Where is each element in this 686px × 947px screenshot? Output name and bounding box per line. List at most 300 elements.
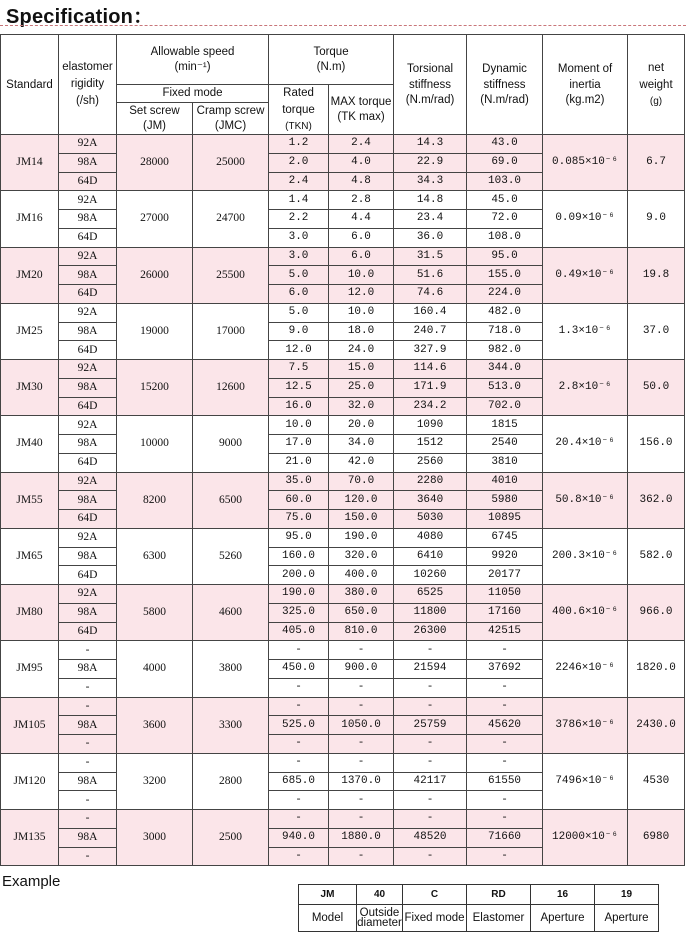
max-torque-cell: - — [329, 753, 394, 772]
torsional-stiffness-cell: 23.4 — [394, 210, 467, 229]
torsional-stiffness-cell: - — [394, 810, 467, 829]
max-torque-cell: 1050.0 — [329, 716, 394, 735]
moment-of-inertia-cell: 200.3×10⁻⁶ — [543, 528, 628, 584]
torsional-stiffness-cell: 6410 — [394, 547, 467, 566]
torsional-stiffness-cell: - — [394, 641, 467, 660]
max-torque-cell: 4.0 — [329, 153, 394, 172]
dynamic-stiffness-cell: - — [467, 641, 543, 660]
rigidity-cell: 98A — [59, 378, 117, 397]
rated-torque-cell: 95.0 — [269, 528, 329, 547]
model-name-cell: JM14 — [1, 135, 59, 191]
moment-of-inertia-cell: 1.3×10⁻⁶ — [543, 303, 628, 359]
rated-torque-cell: 1.4 — [269, 191, 329, 210]
rated-torque-cell: 3.0 — [269, 228, 329, 247]
header-standard: Standard — [1, 35, 59, 135]
dynamic-stiffness-cell: 95.0 — [467, 247, 543, 266]
rigidity-cell: 92A — [59, 472, 117, 491]
max-torque-cell: 10.0 — [329, 266, 394, 285]
torsional-stiffness-cell: 21594 — [394, 660, 467, 679]
model-group — [1, 585, 685, 641]
rigidity-cell: 64D — [59, 622, 117, 641]
rigidity-cell: 92A — [59, 303, 117, 322]
model-name-cell: JM105 — [1, 697, 59, 753]
dynamic-stiffness-cell: 42515 — [467, 622, 543, 641]
rigidity-cell: 98A — [59, 322, 117, 341]
rated-torque-cell: 190.0 — [269, 585, 329, 604]
header-torque: Torque (N.m) — [269, 35, 394, 85]
page-title: Specification： — [6, 6, 154, 28]
max-torque-cell: 15.0 — [329, 360, 394, 379]
dynamic-stiffness-cell: 982.0 — [467, 341, 543, 360]
cramp-screw-speed-cell: 12600 — [193, 360, 269, 416]
rated-torque-cell: 1.2 — [269, 135, 329, 154]
rigidity-cell: 92A — [59, 247, 117, 266]
model-name-cell: JM95 — [1, 641, 59, 697]
set-screw-speed-cell: 26000 — [117, 247, 193, 303]
cramp-screw-speed-cell: 3800 — [193, 641, 269, 697]
max-torque-cell: 4.4 — [329, 210, 394, 229]
rigidity-cell: 64D — [59, 341, 117, 360]
example-codes-row — [299, 885, 659, 905]
set-screw-speed-cell: 4000 — [117, 641, 193, 697]
table-row — [1, 472, 685, 491]
model-group — [1, 697, 685, 753]
rated-torque-cell: 6.0 — [269, 285, 329, 304]
net-weight-cell: 6.7 — [628, 135, 685, 191]
rigidity-cell: 98A — [59, 716, 117, 735]
cramp-screw-speed-cell: 2500 — [193, 810, 269, 866]
max-torque-cell: 25.0 — [329, 378, 394, 397]
model-name-cell: JM65 — [1, 528, 59, 584]
rigidity-cell: 98A — [59, 603, 117, 622]
max-torque-cell: 10.0 — [329, 303, 394, 322]
rigidity-cell: 98A — [59, 435, 117, 454]
example-meaning-diameter: Outside diameter — [357, 905, 403, 932]
dynamic-stiffness-cell: 20177 — [467, 566, 543, 585]
dynamic-stiffness-cell: 37692 — [467, 660, 543, 679]
rigidity-cell: - — [59, 697, 117, 716]
model-group — [1, 641, 685, 697]
rated-torque-cell: 525.0 — [269, 716, 329, 735]
rated-torque-cell: 10.0 — [269, 416, 329, 435]
net-weight-cell: 2430.0 — [628, 697, 685, 753]
dynamic-stiffness-cell: 1815 — [467, 416, 543, 435]
header-rated-torque: Rated torque (TKN) — [269, 85, 329, 135]
rated-torque-cell: - — [269, 735, 329, 754]
torsional-stiffness-cell: 36.0 — [394, 228, 467, 247]
dynamic-stiffness-cell: - — [467, 753, 543, 772]
rigidity-cell: 64D — [59, 228, 117, 247]
max-torque-cell: 650.0 — [329, 603, 394, 622]
max-torque-cell: - — [329, 697, 394, 716]
rigidity-cell: 92A — [59, 528, 117, 547]
model-name-cell: JM55 — [1, 472, 59, 528]
header-net-weight: net weight (g) — [628, 35, 685, 135]
dynamic-stiffness-cell: - — [467, 810, 543, 829]
rated-torque-cell: - — [269, 641, 329, 660]
moment-of-inertia-cell: 20.4×10⁻⁶ — [543, 416, 628, 472]
dynamic-stiffness-cell: 9920 — [467, 547, 543, 566]
max-torque-cell: 2.4 — [329, 135, 394, 154]
rated-torque-cell: 12.5 — [269, 378, 329, 397]
torsional-stiffness-cell: 14.8 — [394, 191, 467, 210]
rated-torque-cell: 5.0 — [269, 303, 329, 322]
cramp-screw-speed-cell: 25000 — [193, 135, 269, 191]
dynamic-stiffness-cell: 6745 — [467, 528, 543, 547]
model-name-cell: JM120 — [1, 753, 59, 809]
max-torque-cell: 12.0 — [329, 285, 394, 304]
model-name-cell: JM30 — [1, 360, 59, 416]
dynamic-stiffness-cell: 224.0 — [467, 285, 543, 304]
cramp-screw-speed-cell: 9000 — [193, 416, 269, 472]
rigidity-cell: - — [59, 810, 117, 829]
torsional-stiffness-cell: 160.4 — [394, 303, 467, 322]
torsional-stiffness-cell: 4080 — [394, 528, 467, 547]
model-group — [1, 247, 685, 303]
max-torque-cell: 1370.0 — [329, 772, 394, 791]
torsional-stiffness-cell: - — [394, 735, 467, 754]
rigidity-cell: 92A — [59, 135, 117, 154]
torsional-stiffness-cell: 51.6 — [394, 266, 467, 285]
model-group — [1, 416, 685, 472]
dynamic-stiffness-cell: 3810 — [467, 453, 543, 472]
header-rigidity: elastomer rigidity (/sh) — [59, 35, 117, 135]
torsional-stiffness-cell: 34.3 — [394, 172, 467, 191]
dynamic-stiffness-cell: 2540 — [467, 435, 543, 454]
example-meaning-fixed-mode: Fixed mode — [403, 905, 467, 932]
model-group — [1, 135, 685, 191]
max-torque-cell: 42.0 — [329, 453, 394, 472]
torsional-stiffness-cell: 26300 — [394, 622, 467, 641]
dynamic-stiffness-cell: 4010 — [467, 472, 543, 491]
max-torque-cell: 70.0 — [329, 472, 394, 491]
moment-of-inertia-cell: 0.49×10⁻⁶ — [543, 247, 628, 303]
rated-torque-cell: 405.0 — [269, 622, 329, 641]
rigidity-cell: - — [59, 847, 117, 866]
rigidity-cell: - — [59, 641, 117, 660]
torsional-stiffness-cell: 3640 — [394, 491, 467, 510]
net-weight-cell: 50.0 — [628, 360, 685, 416]
max-torque-cell: - — [329, 641, 394, 660]
set-screw-speed-cell: 10000 — [117, 416, 193, 472]
max-torque-cell: 320.0 — [329, 547, 394, 566]
dynamic-stiffness-cell: 155.0 — [467, 266, 543, 285]
torsional-stiffness-cell: - — [394, 791, 467, 810]
table-row — [1, 753, 685, 772]
example-label: Example — [2, 873, 61, 890]
set-screw-speed-cell: 27000 — [117, 191, 193, 247]
rated-torque-cell: 5.0 — [269, 266, 329, 285]
max-torque-cell: 24.0 — [329, 341, 394, 360]
rated-torque-cell: 3.0 — [269, 247, 329, 266]
set-screw-speed-cell: 15200 — [117, 360, 193, 416]
max-torque-cell: 20.0 — [329, 416, 394, 435]
net-weight-cell: 6980 — [628, 810, 685, 866]
max-torque-cell: 6.0 — [329, 247, 394, 266]
header-max-torque: MAX torque (TK max) — [329, 85, 394, 135]
net-weight-cell: 362.0 — [628, 472, 685, 528]
rigidity-cell: - — [59, 753, 117, 772]
cramp-screw-speed-cell: 25500 — [193, 247, 269, 303]
rated-torque-cell: 7.5 — [269, 360, 329, 379]
rigidity-cell: 64D — [59, 510, 117, 529]
dynamic-stiffness-cell: 69.0 — [467, 153, 543, 172]
table-row — [1, 303, 685, 322]
max-torque-cell: 810.0 — [329, 622, 394, 641]
table-row — [1, 585, 685, 604]
model-name-cell: JM20 — [1, 247, 59, 303]
cramp-screw-speed-cell: 24700 — [193, 191, 269, 247]
max-torque-cell: 400.0 — [329, 566, 394, 585]
rated-torque-cell: 21.0 — [269, 453, 329, 472]
dynamic-stiffness-cell: - — [467, 697, 543, 716]
moment-of-inertia-cell: 2.8×10⁻⁶ — [543, 360, 628, 416]
rated-torque-cell: 75.0 — [269, 510, 329, 529]
table-row — [1, 247, 685, 266]
cramp-screw-speed-cell: 17000 — [193, 303, 269, 359]
moment-of-inertia-cell: 0.09×10⁻⁶ — [543, 191, 628, 247]
set-screw-speed-cell: 3600 — [117, 697, 193, 753]
table-row — [1, 360, 685, 379]
torsional-stiffness-cell: 240.7 — [394, 322, 467, 341]
rigidity-cell: 98A — [59, 828, 117, 847]
net-weight-cell: 582.0 — [628, 528, 685, 584]
max-torque-cell: - — [329, 735, 394, 754]
net-weight-cell: 37.0 — [628, 303, 685, 359]
rated-torque-cell: - — [269, 753, 329, 772]
rigidity-cell: 92A — [59, 585, 117, 604]
model-name-cell: JM40 — [1, 416, 59, 472]
dynamic-stiffness-cell: - — [467, 791, 543, 810]
max-torque-cell: - — [329, 810, 394, 829]
net-weight-cell: 19.8 — [628, 247, 685, 303]
max-torque-cell: 150.0 — [329, 510, 394, 529]
max-torque-cell: 18.0 — [329, 322, 394, 341]
torsional-stiffness-cell: 234.2 — [394, 397, 467, 416]
rated-torque-cell: 2.0 — [269, 153, 329, 172]
header-fixed-mode: Fixed mode — [117, 85, 269, 103]
cramp-screw-speed-cell: 4600 — [193, 585, 269, 641]
set-screw-speed-cell: 19000 — [117, 303, 193, 359]
dynamic-stiffness-cell: 718.0 — [467, 322, 543, 341]
max-torque-cell: 900.0 — [329, 660, 394, 679]
cramp-screw-speed-cell: 6500 — [193, 472, 269, 528]
example-meaning-aperture-2: Aperture — [595, 905, 659, 932]
rigidity-cell: 98A — [59, 153, 117, 172]
net-weight-cell: 966.0 — [628, 585, 685, 641]
max-torque-cell: 2.8 — [329, 191, 394, 210]
moment-of-inertia-cell: 0.085×10⁻⁶ — [543, 135, 628, 191]
torsional-stiffness-cell: 6525 — [394, 585, 467, 604]
moment-of-inertia-cell: 3786×10⁻⁶ — [543, 697, 628, 753]
title-divider — [0, 25, 686, 26]
set-screw-speed-cell: 28000 — [117, 135, 193, 191]
example-meaning-aperture-1: Aperture — [531, 905, 595, 932]
set-screw-speed-cell: 5800 — [117, 585, 193, 641]
header-torsional-stiffness: Torsional stiffness (N.m/rad) — [394, 35, 467, 135]
max-torque-cell: - — [329, 678, 394, 697]
dynamic-stiffness-cell: 45620 — [467, 716, 543, 735]
example-code-aperture-1: 16 — [531, 885, 595, 905]
header-dynamic-stiffness: Dynamic stiffness (N.m/rad) — [467, 35, 543, 135]
torsional-stiffness-cell: 48520 — [394, 828, 467, 847]
example-meaning-model: Model — [299, 905, 357, 932]
max-torque-cell: 34.0 — [329, 435, 394, 454]
torsional-stiffness-cell: - — [394, 697, 467, 716]
net-weight-cell: 1820.0 — [628, 641, 685, 697]
model-group — [1, 360, 685, 416]
rated-torque-cell: 200.0 — [269, 566, 329, 585]
dynamic-stiffness-cell: 513.0 — [467, 378, 543, 397]
torsional-stiffness-cell: - — [394, 847, 467, 866]
cramp-screw-speed-cell: 2800 — [193, 753, 269, 809]
model-name-cell: JM80 — [1, 585, 59, 641]
table-row — [1, 191, 685, 210]
max-torque-cell: 32.0 — [329, 397, 394, 416]
dynamic-stiffness-cell: 17160 — [467, 603, 543, 622]
example-code-elastomer: RD — [467, 885, 531, 905]
table-row — [1, 641, 685, 660]
torsional-stiffness-cell: 114.6 — [394, 360, 467, 379]
set-screw-speed-cell: 3200 — [117, 753, 193, 809]
rated-torque-cell: 450.0 — [269, 660, 329, 679]
example-meaning-elastomer: Elastomer — [467, 905, 531, 932]
dynamic-stiffness-cell: 482.0 — [467, 303, 543, 322]
rated-torque-cell: - — [269, 810, 329, 829]
rigidity-cell: 98A — [59, 210, 117, 229]
moment-of-inertia-cell: 50.8×10⁻⁶ — [543, 472, 628, 528]
torsional-stiffness-cell: 2560 — [394, 453, 467, 472]
torsional-stiffness-cell: 2280 — [394, 472, 467, 491]
header-cramp-screw: Cramp screw (JMC) — [193, 103, 269, 135]
rigidity-cell: 98A — [59, 491, 117, 510]
rated-torque-cell: - — [269, 791, 329, 810]
rated-torque-cell: 2.2 — [269, 210, 329, 229]
set-screw-speed-cell: 6300 — [117, 528, 193, 584]
rigidity-cell: 98A — [59, 266, 117, 285]
cramp-screw-speed-cell: 3300 — [193, 697, 269, 753]
rigidity-cell: 98A — [59, 772, 117, 791]
rated-torque-cell: - — [269, 847, 329, 866]
torsional-stiffness-cell: 22.9 — [394, 153, 467, 172]
model-group — [1, 810, 685, 866]
torsional-stiffness-cell: 171.9 — [394, 378, 467, 397]
moment-of-inertia-cell: 7496×10⁻⁶ — [543, 753, 628, 809]
dynamic-stiffness-cell: 71660 — [467, 828, 543, 847]
header-allowable-speed: Allowable speed (min⁻¹) — [117, 35, 269, 85]
net-weight-cell: 156.0 — [628, 416, 685, 472]
rigidity-cell: 92A — [59, 360, 117, 379]
model-group — [1, 753, 685, 809]
example-code-diameter: 40 — [357, 885, 403, 905]
max-torque-cell: - — [329, 847, 394, 866]
max-torque-cell: 4.8 — [329, 172, 394, 191]
net-weight-cell: 9.0 — [628, 191, 685, 247]
moment-of-inertia-cell: 12000×10⁻⁶ — [543, 810, 628, 866]
moment-of-inertia-cell: 2246×10⁻⁶ — [543, 641, 628, 697]
torsional-stiffness-cell: 11800 — [394, 603, 467, 622]
moment-of-inertia-cell: 400.6×10⁻⁶ — [543, 585, 628, 641]
example-code-fixed-mode: C — [403, 885, 467, 905]
net-weight-cell: 4530 — [628, 753, 685, 809]
model-group — [1, 472, 685, 528]
specification-table — [0, 34, 685, 866]
dynamic-stiffness-cell: 103.0 — [467, 172, 543, 191]
rigidity-cell: - — [59, 678, 117, 697]
rigidity-cell: - — [59, 791, 117, 810]
rigidity-cell: - — [59, 735, 117, 754]
dynamic-stiffness-cell: 5980 — [467, 491, 543, 510]
max-torque-cell: 1880.0 — [329, 828, 394, 847]
rated-torque-cell: 325.0 — [269, 603, 329, 622]
example-code-model: JM — [299, 885, 357, 905]
torsional-stiffness-cell: 10260 — [394, 566, 467, 585]
torsional-stiffness-cell: 31.5 — [394, 247, 467, 266]
rated-torque-cell: 17.0 — [269, 435, 329, 454]
dynamic-stiffness-cell: 702.0 — [467, 397, 543, 416]
rated-torque-cell: 2.4 — [269, 172, 329, 191]
dynamic-stiffness-cell: 61550 — [467, 772, 543, 791]
model-group — [1, 303, 685, 359]
rigidity-cell: 92A — [59, 416, 117, 435]
table-row — [1, 528, 685, 547]
dynamic-stiffness-cell: 72.0 — [467, 210, 543, 229]
rigidity-cell: 64D — [59, 285, 117, 304]
rigidity-cell: 98A — [59, 660, 117, 679]
table-row — [1, 810, 685, 829]
rated-torque-cell: 9.0 — [269, 322, 329, 341]
rigidity-cell: 64D — [59, 172, 117, 191]
torsional-stiffness-cell: - — [394, 753, 467, 772]
max-torque-cell: 120.0 — [329, 491, 394, 510]
table-row — [1, 135, 685, 154]
cramp-screw-speed-cell: 5260 — [193, 528, 269, 584]
torsional-stiffness-cell: 74.6 — [394, 285, 467, 304]
rated-torque-cell: 12.0 — [269, 341, 329, 360]
rated-torque-cell: 16.0 — [269, 397, 329, 416]
header-set-screw: Set screw (JM) — [117, 103, 193, 135]
torsional-stiffness-cell: - — [394, 678, 467, 697]
dynamic-stiffness-cell: 45.0 — [467, 191, 543, 210]
torsional-stiffness-cell: 5030 — [394, 510, 467, 529]
rigidity-cell: 92A — [59, 191, 117, 210]
torsional-stiffness-cell: 42117 — [394, 772, 467, 791]
rated-torque-cell: - — [269, 678, 329, 697]
rated-torque-cell: 35.0 — [269, 472, 329, 491]
rated-torque-cell: 940.0 — [269, 828, 329, 847]
max-torque-cell: - — [329, 791, 394, 810]
torsional-stiffness-cell: 1090 — [394, 416, 467, 435]
set-screw-speed-cell: 8200 — [117, 472, 193, 528]
dynamic-stiffness-cell: - — [467, 735, 543, 754]
dynamic-stiffness-cell: 43.0 — [467, 135, 543, 154]
header-moment-of-inertia: Moment of inertia (kg.m2) — [543, 35, 628, 135]
rigidity-cell: 64D — [59, 453, 117, 472]
model-name-cell: JM25 — [1, 303, 59, 359]
rated-torque-cell: 685.0 — [269, 772, 329, 791]
torsional-stiffness-cell: 25759 — [394, 716, 467, 735]
set-screw-speed-cell: 3000 — [117, 810, 193, 866]
max-torque-cell: 6.0 — [329, 228, 394, 247]
model-name-cell: JM16 — [1, 191, 59, 247]
table-header — [1, 35, 685, 135]
rated-torque-cell: - — [269, 697, 329, 716]
example-meanings-row — [299, 905, 659, 932]
table-row — [1, 416, 685, 435]
torsional-stiffness-cell: 1512 — [394, 435, 467, 454]
table-row — [1, 697, 685, 716]
model-group — [1, 528, 685, 584]
